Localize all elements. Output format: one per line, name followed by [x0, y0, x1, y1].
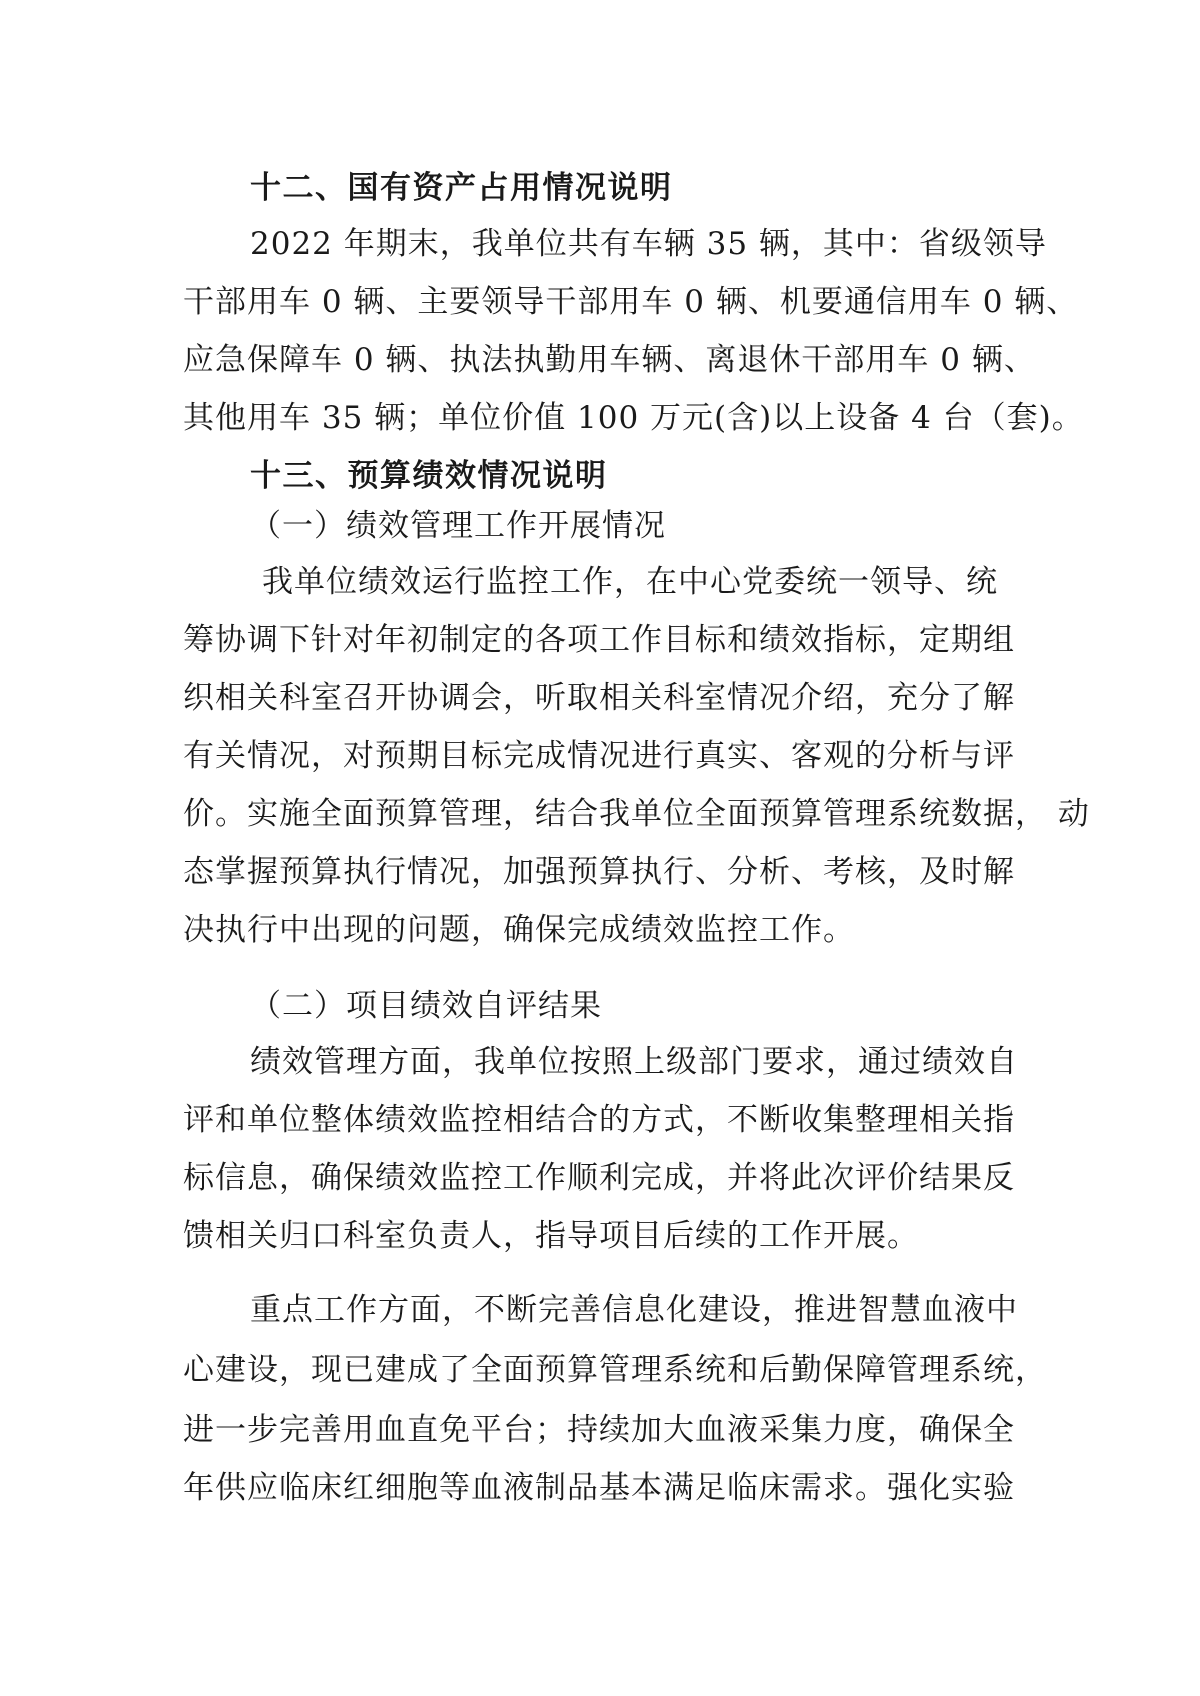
subsection-1-line-5: 价。实施全面预算管理，结合我单位全面预算管理系统数据， 动 — [183, 796, 1090, 832]
subsection-1-line-3: 织相关科室召开协调会，听取相关科室情况介绍，充分了解 — [183, 680, 1015, 716]
subsection-2-para2-line-4: 年供应临床红细胞等血液制品基本满足临床需求。强化实验 — [183, 1470, 1015, 1506]
section-12-line-2: 干部用车 0 辆、主要领导干部用车 0 辆、机要通信用车 0 辆、 — [183, 284, 1079, 320]
subsection-1-line-2: 筹协调下针对年初制定的各项工作目标和绩效指标，定期组 — [183, 622, 1015, 658]
subsection-2-heading: （二）项目绩效自评结果 — [250, 988, 602, 1024]
subsection-1-line-1: 我单位绩效运行监控工作，在中心党委统一领导、统 — [262, 564, 998, 600]
subsection-2-para1-line-4: 馈相关归口科室负责人，指导项目后续的工作开展。 — [183, 1218, 919, 1254]
subsection-2-para2-line-2: 心建设，现已建成了全面预算管理系统和后勤保障管理系统， — [183, 1352, 1047, 1388]
subsection-1-line-7: 决执行中出现的问题，确保完成绩效监控工作。 — [183, 912, 855, 948]
subsection-2-para1-line-2: 评和单位整体绩效监控相结合的方式，不断收集整理相关指 — [183, 1102, 1015, 1138]
subsection-1-heading: （一）绩效管理工作开展情况 — [250, 508, 666, 544]
section-12-line-4: 其他用车 35 辆；单位价值 100 万元(含)以上设备 4 台（套)。 — [183, 400, 1084, 436]
section-12-line-1: 2022 年期末，我单位共有车辆 35 辆，其中：省级领导 — [250, 226, 1047, 262]
subsection-2-para2-line-1: 重点工作方面，不断完善信息化建设，推进智慧血液中 — [250, 1292, 1018, 1328]
section-12-line-3: 应急保障车 0 辆、执法执勤用车辆、离退休干部用车 0 辆、 — [183, 342, 1036, 378]
section-12-heading: 十二、国有资产占用情况说明 — [250, 170, 673, 206]
subsection-2-para1-line-3: 标信息，确保绩效监控工作顺利完成，并将此次评价结果反 — [183, 1160, 1015, 1196]
subsection-2-para2-line-3: 进一步完善用血直免平台；持续加大血液采集力度，确保全 — [183, 1412, 1015, 1448]
subsection-1-line-4: 有关情况，对预期目标完成情况进行真实、客观的分析与评 — [183, 738, 1015, 774]
subsection-1-line-6: 态掌握预算执行情况，加强预算执行、分析、考核，及时解 — [183, 854, 1015, 890]
section-13-heading: 十三、预算绩效情况说明 — [250, 458, 608, 494]
subsection-2-para1-line-1: 绩效管理方面，我单位按照上级部门要求，通过绩效自 — [250, 1044, 1018, 1080]
